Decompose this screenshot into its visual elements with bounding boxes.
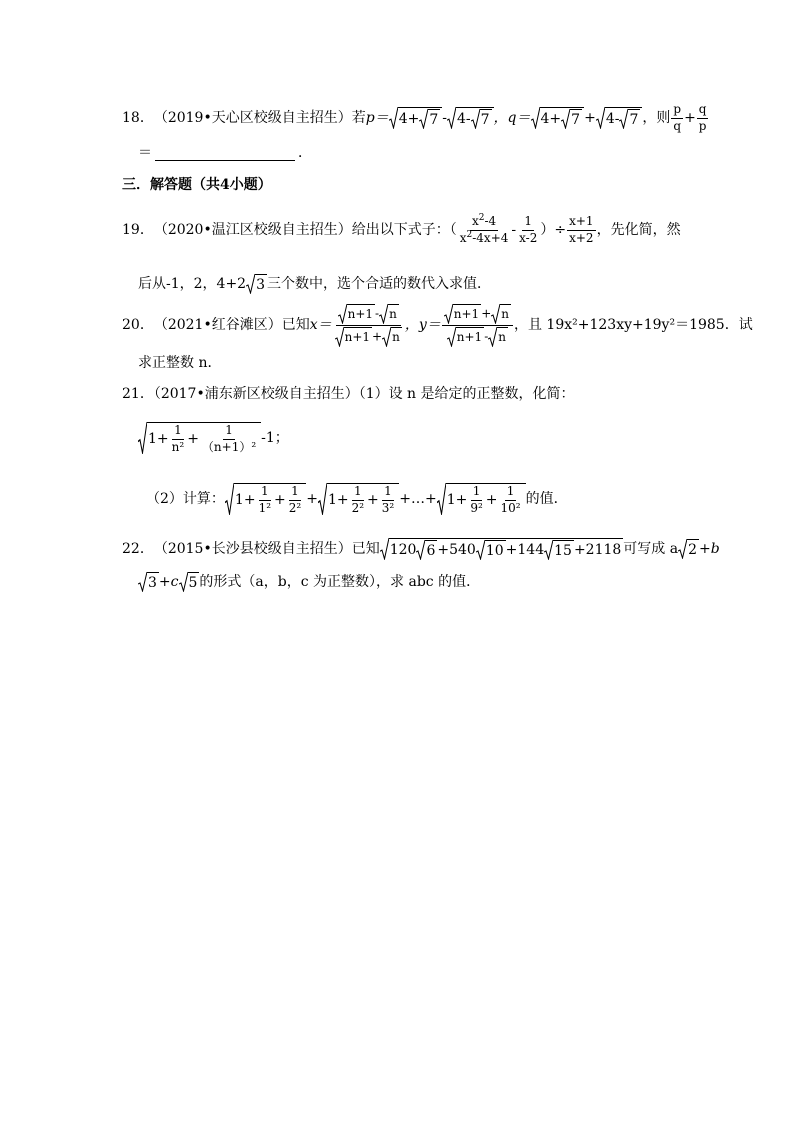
q21-sum-plus1: + (306, 491, 318, 507)
q19-frac3-den: x+2 (569, 230, 594, 245)
q18-frac-q-p (697, 103, 709, 134)
q21-line1 (122, 385, 575, 403)
q18-sqrt-7d-text: 7 (628, 109, 640, 129)
q20-y-den-sqrt1 (447, 327, 484, 347)
q21-s1-fb (287, 485, 303, 516)
q22-line2 (138, 571, 480, 593)
q22-coef-120: 120 (389, 542, 417, 558)
q22-sqrt-10-text: 10 (485, 540, 506, 560)
q22-sqrt-10 (476, 540, 506, 560)
q20-x-den-sqrt1-text: n+1 (344, 327, 372, 347)
q22-sqrt-5 (179, 572, 200, 592)
section-heading: 三．解答题（共4小题） (122, 177, 272, 193)
q21-sum-sqrt2 (318, 483, 399, 516)
q21-big-sqrt (138, 422, 261, 455)
q19-sqrt-3-text: 3 (255, 274, 267, 294)
q20-x-num-sqrt1 (338, 304, 375, 324)
q20-source: （2021•红谷滩区）已知 (153, 317, 310, 333)
q21-line2 (138, 414, 289, 462)
q21-s1-fa (257, 485, 273, 516)
q21-s1-fb-den: 2² (288, 500, 302, 515)
q18-sqrt-7c-text: 7 (570, 109, 582, 129)
q22-number: 22． (122, 541, 154, 557)
q22-sqrt-5-text: 5 (188, 572, 200, 592)
q18-frac2-den: p (698, 118, 707, 133)
q18-sqrt-a (389, 107, 443, 129)
q21-frac-a (170, 424, 187, 455)
q18-sqrt-7a (419, 109, 440, 129)
q21-s1-plus: + (274, 492, 286, 508)
q19-frac1-num (470, 212, 498, 231)
q20-y-num-sqrt2-text: n (500, 304, 511, 324)
q20-x-den-sqrt2 (382, 327, 402, 347)
q21-frac-a-num: 1 (172, 424, 184, 440)
q20-x-den-sqrt1 (335, 327, 372, 347)
q18-number: 18． (122, 110, 154, 126)
q19-number: 19． (122, 222, 154, 238)
q20-line1 (122, 304, 753, 346)
q19-d1-x: x (459, 230, 467, 245)
q19-line1 (122, 210, 681, 250)
q19-frac1 (458, 212, 511, 246)
q21-frac-a-den: n² (171, 439, 185, 454)
q20-line2 (138, 354, 221, 372)
q18-end: ． (298, 145, 312, 161)
q22-line1 (122, 536, 720, 562)
q18-p-eq: p＝ (365, 110, 389, 126)
q19-divide: ）÷ (540, 222, 567, 238)
q21-s3-fb-den: 10² (500, 500, 521, 515)
q21-s3-plus: + (485, 492, 498, 508)
q20-x-num-sqrt2 (379, 304, 399, 324)
q18-sqrt-a-text: 4+ (398, 111, 420, 127)
q22-plus-c: +c (158, 574, 179, 590)
q22-source: （2015•长沙县校级自主招生）已知 (153, 541, 380, 557)
q18-frac1-den: q (673, 118, 682, 133)
q20-y-num-sqrt2 (491, 304, 511, 324)
q21-s3-fb-num: 1 (505, 485, 517, 501)
q22-mid: 可写成 a (623, 541, 679, 557)
q18-equals: ＝ (138, 145, 152, 161)
q18-minus: - (442, 110, 447, 126)
q18-sqrt-7b (471, 109, 492, 129)
q22-sqrt-2-text: 2 (687, 539, 699, 559)
q18-sqrt-7a-text: 7 (428, 109, 440, 129)
q20-x-num (336, 304, 401, 326)
q22-sqrt-6 (416, 540, 437, 560)
q18-sqrt-b-text: 4- (456, 111, 471, 127)
q19-sqrt-3 (246, 274, 267, 294)
q19-minus: - (511, 222, 517, 238)
q22-sqrt-15 (544, 540, 574, 560)
q21-s2-one: 1+ (327, 492, 349, 508)
q22-plus-b: +b (699, 541, 720, 557)
q20-y-num-sqrt1 (444, 304, 481, 324)
q18-sqrt-7d (619, 109, 640, 129)
q19-frac3-num: x+1 (567, 215, 595, 231)
q19-d1-tail: -4x+4 (472, 230, 509, 245)
q21-heading: 21．（2017•浦东新区校级自主招生）（1）设 n 是给定的正整数，化简： (122, 386, 575, 402)
q21-s2-fa (350, 485, 366, 516)
q18-frac2-num: q (697, 103, 709, 119)
q19-n1-tail: -4 (484, 213, 497, 228)
q18-frac-p-q (671, 103, 683, 134)
q20-y-num-sqrt1-text: n+1 (453, 304, 481, 324)
q21-s2-fa-den: 2² (351, 500, 365, 515)
q18-sqrt-7c (561, 109, 582, 129)
q22-line2-text: 的形式（a，b，c 为正整数），求 abc 的值． (199, 574, 481, 590)
q18-plus: + (584, 110, 596, 126)
q18-then: ，则 (642, 110, 671, 126)
q21-sum-sqrt1 (225, 483, 306, 516)
q20-x-den-op: + (372, 329, 383, 343)
q21-s1-one: 1+ (234, 492, 256, 508)
q20-x-num-op: - (375, 306, 380, 320)
q21-plus: + (187, 431, 199, 447)
q22-big-sqrt (380, 538, 624, 560)
q22-coef-144: +144 (505, 542, 545, 558)
q20-y-eq: ，y＝ (404, 317, 441, 333)
q19-d1-exp: 2 (466, 229, 473, 240)
q20-y-den-sqrt2-text: n (497, 327, 508, 347)
q21-part2-label: （2）计算： (146, 491, 225, 507)
q22-sqrt-2 (678, 539, 699, 559)
q20-y-den-op: - (484, 329, 489, 343)
q20-y-num-op: + (481, 306, 492, 320)
q20-y-den-sqrt2 (488, 327, 508, 347)
q18-sqrt-c (531, 107, 585, 129)
q22-const-2118: +2118 (573, 542, 622, 558)
q18-sqrt-d (596, 107, 643, 129)
q21-s2-fb (380, 485, 396, 516)
q21-s3-fa-den: 9² (470, 500, 483, 515)
q21-s2-fb-num: 1 (382, 485, 394, 501)
q21-sum-dots: +…+ (399, 491, 437, 507)
q19-frac2 (517, 215, 539, 246)
q21-s3-fa-num: 1 (471, 485, 483, 501)
q22-sqrt-6-text: 6 (425, 540, 437, 560)
q20-line2-text: 求正整数 n． (138, 355, 222, 371)
q21-s2-plus: + (367, 492, 379, 508)
q18-plus2: + (684, 110, 696, 126)
q18-answer-blank[interactable] (155, 146, 295, 161)
q19-source: （2020•温江区校级自主招生）给出以下式子：（ (153, 222, 457, 238)
q21-s3-fb (499, 485, 523, 516)
q18-line2 (138, 144, 312, 162)
q20-y-den (445, 326, 510, 347)
q20-number: 20． (122, 317, 154, 333)
q20-frac-y (442, 304, 513, 347)
q18-source: （2019•天心区校级自主招生）若 (153, 110, 366, 126)
q18-line1 (122, 100, 709, 136)
q18-sqrt-7b-text: 7 (480, 109, 492, 129)
q21-s1-fa-num: 1 (259, 485, 271, 501)
q19-frac1-den (458, 231, 511, 246)
q19-tail: ，先化简，然 (596, 222, 681, 238)
q21-minus-one: -1； (261, 430, 289, 446)
q18-sqrt-d-text: 4- (605, 111, 620, 127)
q20-y-num (442, 304, 513, 326)
q19-line2 (138, 274, 491, 294)
q19-line2-start: 后从-1，2，4+2 (138, 276, 247, 292)
q21-s3-one: 1+ (446, 492, 468, 508)
q18-sqrt-c-text: 4+ (540, 111, 562, 127)
q21-one: 1+ (148, 431, 169, 447)
q20-x-num-sqrt2-text: n (388, 304, 399, 324)
q18-sqrt-b (447, 107, 494, 129)
q22-coef-540: +540 (437, 542, 476, 558)
q20-condition: ，且 19x²+123xy+19y²＝1985．试 (513, 317, 753, 333)
q21-frac-b-num: 1 (223, 424, 235, 440)
q19-frac3 (567, 215, 595, 246)
q22-sqrt-3 (138, 572, 159, 592)
q19-line2-end: 三个数中，选个合适的数代入求值． (267, 276, 492, 292)
q18-frac1-num: p (671, 103, 683, 119)
q21-sum-sqrt3 (437, 483, 526, 516)
q21-s1-fa-den: 1² (258, 500, 272, 515)
q19-n1-exp: 2 (478, 212, 485, 223)
q20-y-den-sqrt1-text: n+1 (456, 327, 484, 347)
q19-frac2-den: x-2 (519, 230, 538, 245)
q21-line3 (146, 474, 568, 524)
q21-s3-fa (468, 485, 484, 516)
q19-n1-x: x (471, 213, 479, 228)
q21-s2-fa-num: 1 (352, 485, 364, 501)
q22-sqrt-15-text: 15 (553, 540, 574, 560)
q20-x-num-sqrt1-text: n+1 (347, 304, 375, 324)
q21-s1-fb-num: 1 (289, 485, 301, 501)
q20-x-eq: x＝ (309, 317, 332, 333)
q20-x-den (333, 326, 404, 347)
q18-q-eq: ，q＝ (493, 110, 531, 126)
q19-frac2-num: 1 (522, 215, 534, 231)
q21-tail: 的值． (525, 491, 568, 507)
q22-sqrt-3-text: 3 (147, 572, 159, 592)
q20-frac-x (333, 304, 404, 347)
q20-x-den-sqrt2-text: n (391, 327, 402, 347)
q21-frac-b (200, 424, 258, 455)
q21-frac-b-den: （n+1）² (201, 439, 257, 454)
q21-s2-fb-den: 3² (381, 500, 395, 515)
